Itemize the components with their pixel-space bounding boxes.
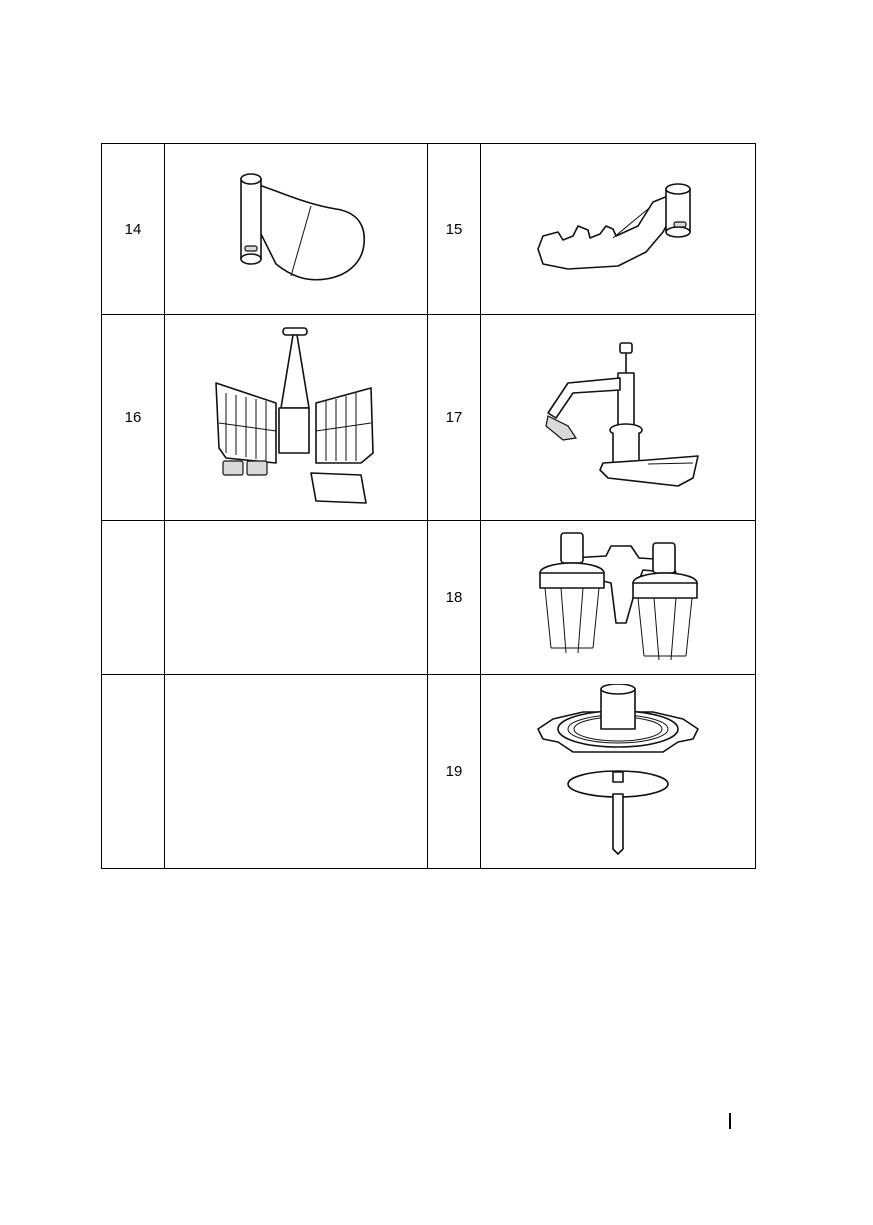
double-whisk-icon: [531, 528, 706, 668]
page-marker: [729, 1113, 731, 1129]
parts-table: [101, 143, 756, 869]
empty-cell: [165, 675, 428, 869]
scraper-arm-icon: [528, 338, 708, 498]
part-number: 14: [102, 144, 165, 315]
whisk-frame-icon: [211, 323, 381, 513]
part-number: 15: [428, 144, 481, 315]
table-row: [102, 521, 756, 675]
part-image: [165, 315, 428, 521]
part-image: [481, 144, 756, 315]
table-row: [102, 144, 756, 315]
part-number: 17: [428, 315, 481, 521]
blade-disc-assembly-icon: [533, 684, 703, 859]
part-number: [102, 521, 165, 675]
part-number: 18: [428, 521, 481, 675]
kneading-paddle-icon: [216, 164, 376, 294]
table-row: [102, 675, 756, 869]
part-number: 19: [428, 675, 481, 869]
part-image: [481, 521, 756, 675]
part-image: [481, 315, 756, 521]
part-number: [102, 675, 165, 869]
hook-paddle-icon: [528, 174, 708, 284]
part-number: 16: [102, 315, 165, 521]
part-image: [481, 675, 756, 869]
part-image: [165, 144, 428, 315]
empty-cell: [165, 521, 428, 675]
table-row: [102, 315, 756, 521]
